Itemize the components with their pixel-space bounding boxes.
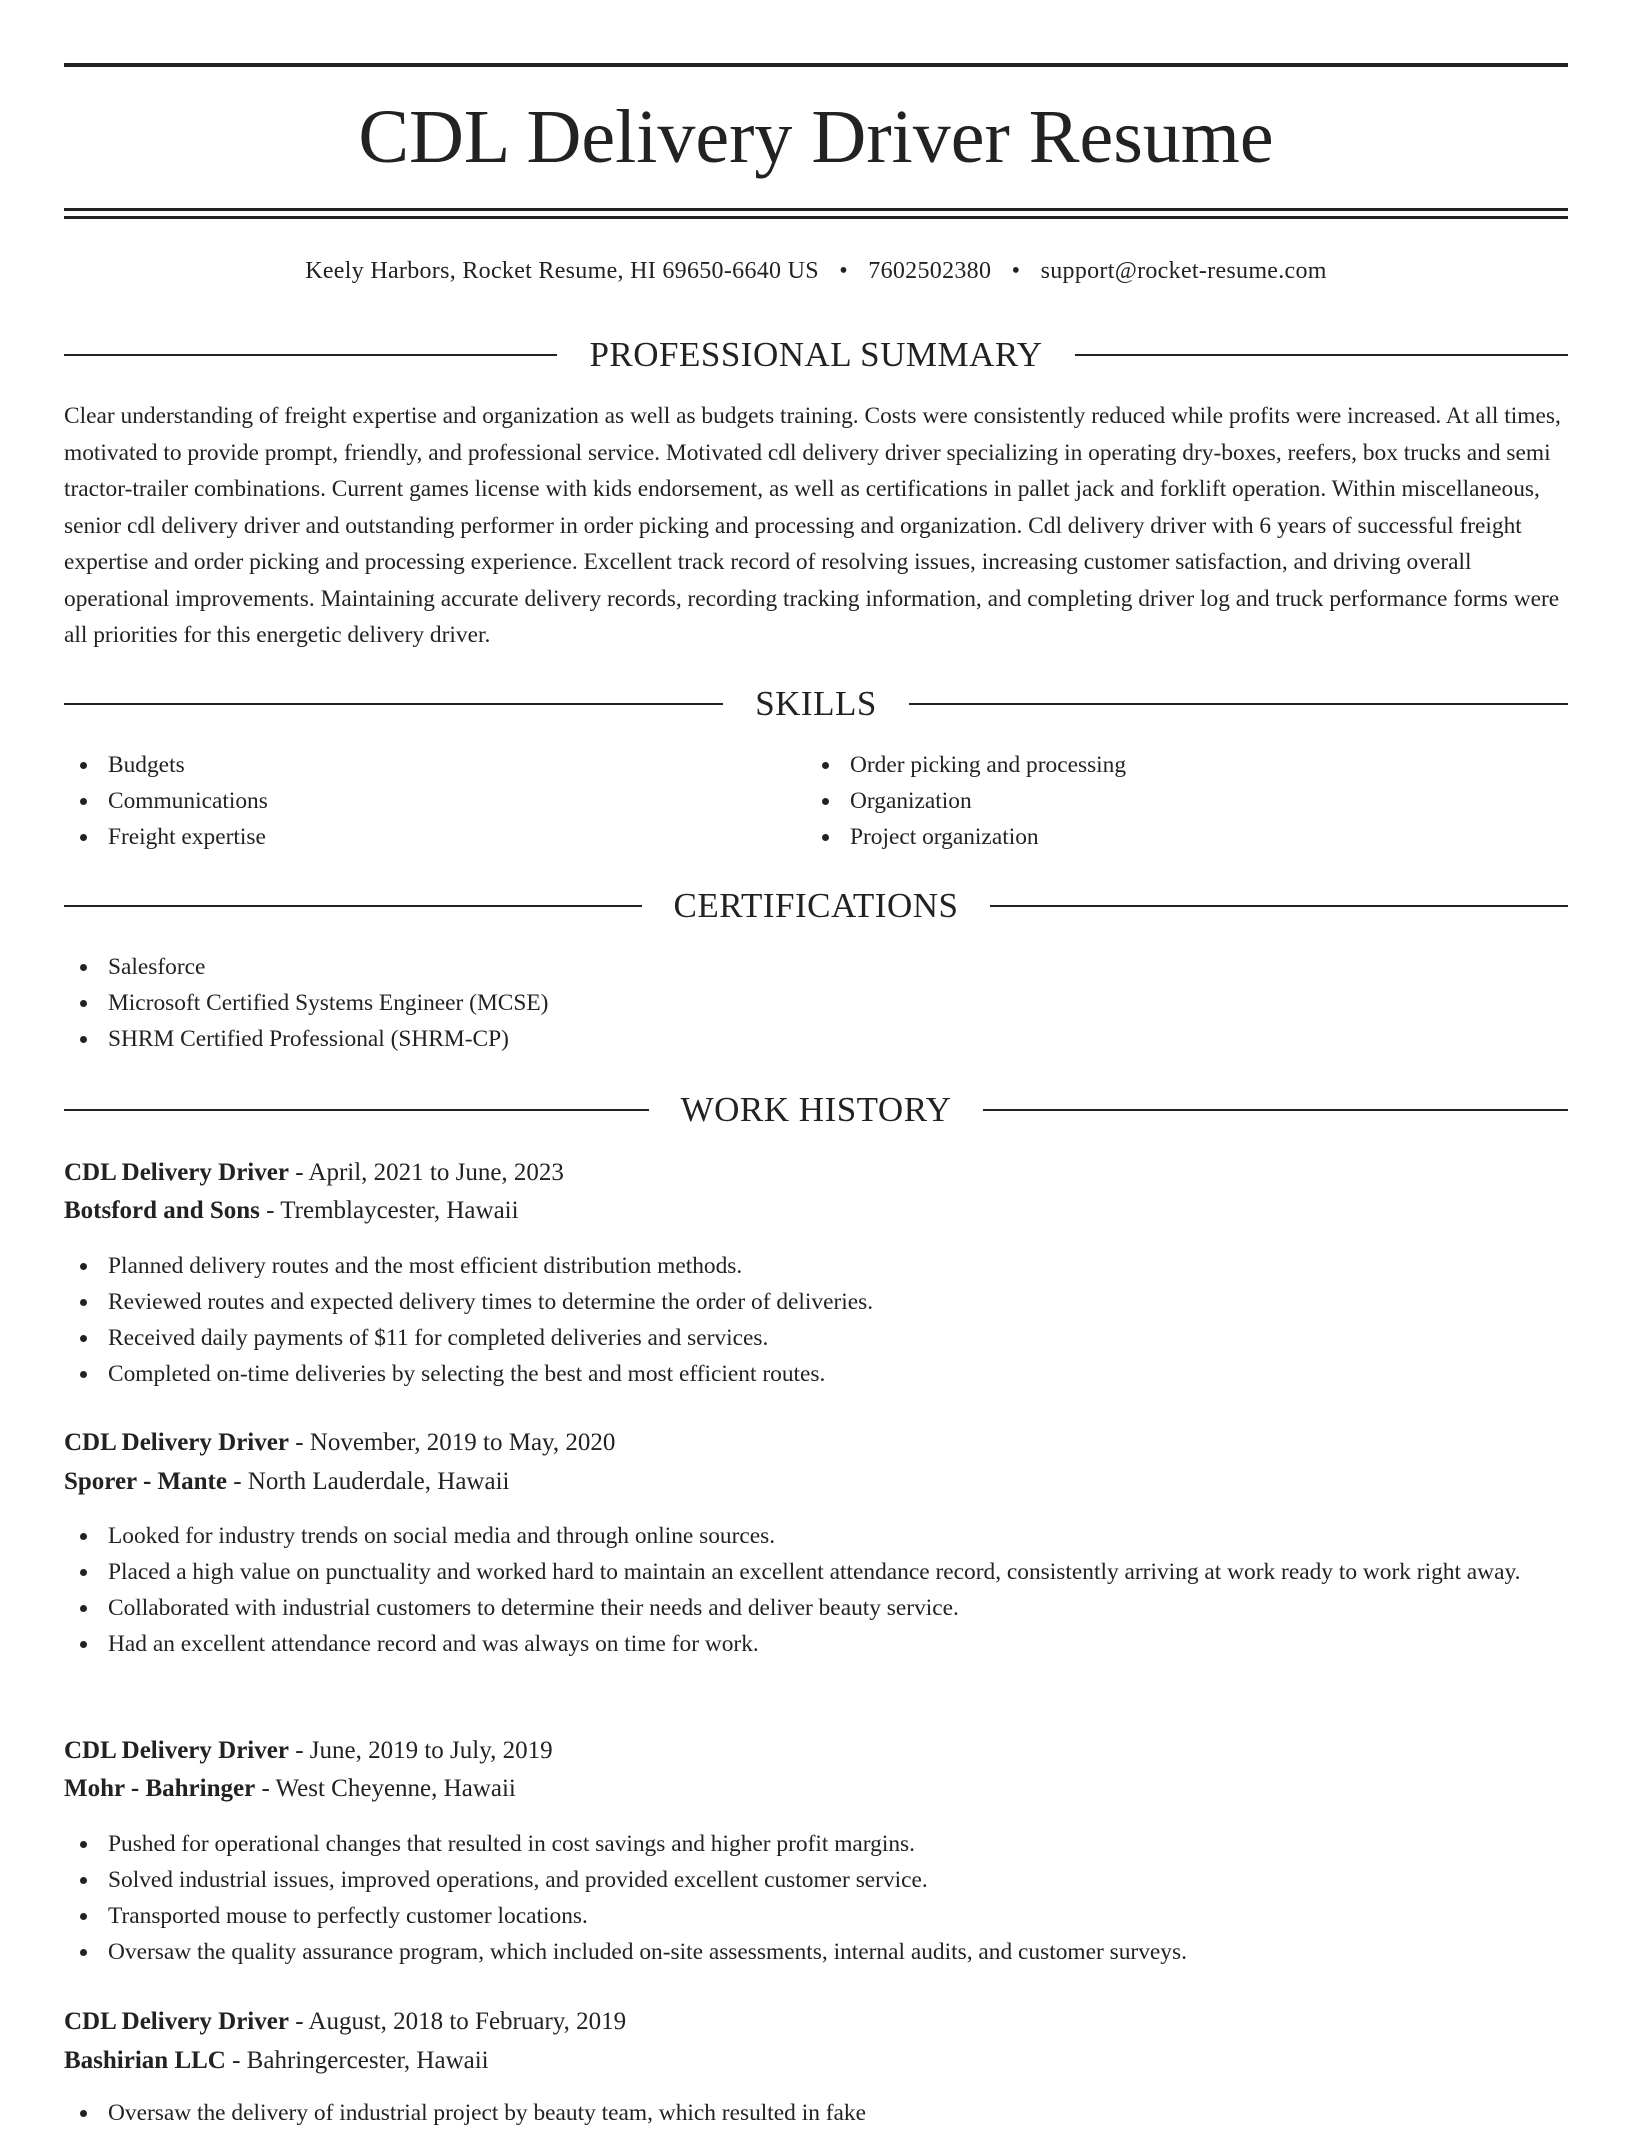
skills-section-header	[64, 683, 1568, 725]
job-role: CDL Delivery Driver	[64, 2008, 289, 2035]
bullet-dot	[822, 762, 829, 769]
bullet-dot	[80, 1949, 87, 1956]
certifications-heading: CERTIFICATIONS	[673, 886, 959, 925]
bullet-dot	[822, 798, 829, 805]
job-bullet	[64, 1356, 1568, 1392]
job-bullet	[64, 1248, 1568, 1284]
bullet-text: Had an excellent attendance record and was always on time for work.	[108, 1631, 759, 1657]
contact-separator: •	[1011, 258, 1021, 284]
skill-item	[806, 783, 1566, 819]
skills-list-right	[806, 747, 1566, 855]
job-location: - Tremblaycester, Hawaii	[259, 1197, 519, 1224]
skill-item	[64, 783, 804, 819]
header-rule-right	[909, 703, 1568, 705]
job-bullet	[64, 1554, 1568, 1590]
job-dates: - June, 2019 to July, 2019	[288, 1737, 553, 1764]
contact-line	[64, 254, 1568, 288]
job-company: Sporer - Mante	[64, 1468, 227, 1495]
job-title-line	[64, 2004, 1568, 2040]
header-rule-right	[990, 905, 1568, 907]
bullet-text: Looked for industry trends on social media and through online sources.	[108, 1523, 776, 1549]
header-rule-left	[64, 354, 557, 356]
certifications-section-header	[64, 885, 1568, 927]
skill-label: Budgets	[108, 752, 185, 778]
bullet-dot	[80, 1569, 87, 1576]
certification-label: SHRM Certified Professional (SHRM-CP)	[108, 1026, 509, 1052]
job-bullet	[64, 1934, 1568, 1970]
header-rule-right	[1075, 354, 1568, 356]
job-location: - Bahringercester, Hawaii	[225, 2047, 489, 2074]
summary-heading: PROFESSIONAL SUMMARY	[589, 335, 1043, 374]
title-rule-upper	[64, 208, 1568, 211]
job-bullet	[64, 1518, 1568, 1554]
job-company-line	[64, 1464, 1568, 1500]
job-company: Mohr - Bahringer	[64, 1775, 256, 1802]
summary-section-header	[64, 334, 1568, 376]
header-rule-left	[64, 1109, 649, 1111]
job-company-line	[64, 2043, 1568, 2079]
bullet-text: Pushed for operational changes that resulted in cost savings and higher profit margins.	[108, 1831, 916, 1857]
bullet-dot	[80, 798, 87, 805]
skill-label: Freight expertise	[108, 824, 266, 850]
bullet-dot	[80, 1533, 87, 1540]
bullet-text: Transported mouse to perfectly customer locations.	[108, 1903, 588, 1929]
bullet-dot	[80, 1641, 87, 1648]
bullet-text: Completed on-time deliveries by selecting the best and most efficient routes.	[108, 1361, 826, 1387]
bullet-dot	[80, 964, 87, 971]
bullet-dot	[80, 1877, 87, 1884]
job-company-line	[64, 1771, 1568, 1807]
bullet-dot	[80, 1299, 87, 1306]
job-bullet	[64, 1862, 1568, 1898]
job-dates: - November, 2019 to May, 2020	[288, 1429, 616, 1456]
bullet-dot	[80, 1335, 87, 1342]
certification-item	[64, 985, 1568, 1021]
work-heading: WORK HISTORY	[680, 1090, 952, 1129]
certification-label: Salesforce	[108, 954, 206, 980]
job-location: - West Cheyenne, Hawaii	[255, 1775, 516, 1802]
certification-item	[64, 1021, 1568, 1057]
job-title-line	[64, 1155, 1568, 1191]
job-title-line	[64, 1733, 1568, 1769]
summary-text: Clear understanding of freight expertise and organization as well as budgets training. Costs were consistently reduced while profits were increased. At all times, motivated to provide prompt, friendly, and professional service. Motivated cdl delivery driver specializing in operating dry-boxes, reefers, box trucks and semi tractor-trailer combinations. Current games license with kids endorsement, as well as certifications in pallet jack and forklift operation. Within miscellaneous, senior cdl delivery driver and outstanding performer in order picking and processing and organization. Cdl delivery driver with 6 years of successful freight expertise and order picking and processing experience. Excellent track record of resolving issues, increasing customer satisfaction, and driving overall operational improvements. Maintaining accurate delivery records, recording tracking information, and completing driver log and truck performance forms were all priorities for this energetic delivery driver.	[64, 403, 1561, 648]
header-rule-left	[64, 703, 723, 705]
job-bullets	[64, 1518, 1568, 1662]
bullet-text: Placed a high value on punctuality and worked hard to maintain an excellent attendance record, consistently arriving at work ready to work right away.	[108, 1559, 1521, 1585]
bullet-dot	[80, 1000, 87, 1007]
bullet-text: Received daily payments of $11 for completed deliveries and services.	[108, 1325, 769, 1351]
bullet-dot	[80, 834, 87, 841]
skill-label: Organization	[850, 788, 972, 814]
job-bullet	[64, 2095, 1568, 2131]
bullet-dot	[80, 1263, 87, 1270]
bullet-text: Planned delivery routes and the most efficient distribution methods.	[108, 1253, 743, 1279]
job-company: Botsford and Sons	[64, 1197, 260, 1224]
skill-item	[64, 819, 804, 855]
job-dates: - April, 2021 to June, 2023	[288, 1159, 564, 1186]
bullet-dot	[80, 762, 87, 769]
job-bullets	[64, 1826, 1568, 1970]
skills-list-left	[64, 747, 804, 855]
bullet-text: Reviewed routes and expected delivery times to determine the order of deliveries.	[108, 1289, 874, 1315]
job-role: CDL Delivery Driver	[64, 1429, 289, 1456]
job-bullet	[64, 1320, 1568, 1356]
job-company: Bashirian LLC	[64, 2047, 226, 2074]
job-bullet	[64, 1284, 1568, 1320]
bullet-dot	[80, 1841, 87, 1848]
skill-item	[64, 747, 804, 783]
contact-email: support@rocket-resume.com	[1040, 258, 1327, 284]
job-role: CDL Delivery Driver	[64, 1737, 289, 1764]
certification-label: Microsoft Certified Systems Engineer (MCSE)	[108, 990, 549, 1016]
contact-phone: 7602502380	[868, 258, 992, 284]
bullet-dot	[80, 2110, 87, 2117]
certification-item	[64, 949, 1568, 985]
bullet-text: Oversaw the quality assurance program, which included on-site assessments, internal audits, and customer surveys.	[108, 1939, 1187, 1965]
bullet-dot	[80, 1371, 87, 1378]
skill-label: Order picking and processing	[850, 752, 1127, 778]
contact-separator: •	[839, 258, 848, 284]
skill-label: Communications	[108, 788, 268, 814]
bullet-dot	[80, 1913, 87, 1920]
job-company-line	[64, 1193, 1568, 1229]
bullet-dot	[822, 834, 829, 841]
header-rule-left	[64, 905, 642, 907]
bullet-text: Collaborated with industrial customers to determine their needs and deliver beauty service.	[108, 1595, 959, 1621]
bullet-dot	[80, 1036, 87, 1043]
bullet-dot	[80, 1605, 87, 1612]
job-bullet	[64, 1898, 1568, 1934]
job-bullet	[64, 1590, 1568, 1626]
contact-address: Keely Harbors, Rocket Resume, HI 69650-6640 US	[305, 258, 819, 284]
bullet-text: Solved industrial issues, improved operations, and provided excellent customer service.	[108, 1867, 928, 1893]
skill-item	[806, 819, 1566, 855]
job-role: CDL Delivery Driver	[64, 1159, 289, 1186]
skill-item	[806, 747, 1566, 783]
job-title-line	[64, 1425, 1568, 1461]
header-rule-right	[983, 1109, 1568, 1111]
job-bullets	[64, 1248, 1568, 1392]
job-bullet	[64, 1626, 1568, 1662]
top-rule	[64, 63, 1568, 67]
skill-label: Project organization	[850, 824, 1039, 850]
job-location: - North Lauderdale, Hawaii	[226, 1468, 510, 1495]
title-rule-lower	[64, 216, 1568, 219]
work-section-header	[64, 1089, 1568, 1131]
skills-heading: SKILLS	[755, 684, 877, 723]
job-bullets	[64, 2095, 1568, 2131]
job-bullet	[64, 1826, 1568, 1862]
resume-title: CDL Delivery Driver Resume	[358, 95, 1274, 179]
certifications-list	[64, 949, 1568, 1057]
bullet-text: Oversaw the delivery of industrial project by beauty team, which resulted in fake	[108, 2100, 866, 2126]
job-dates: - August, 2018 to February, 2019	[288, 2008, 627, 2035]
